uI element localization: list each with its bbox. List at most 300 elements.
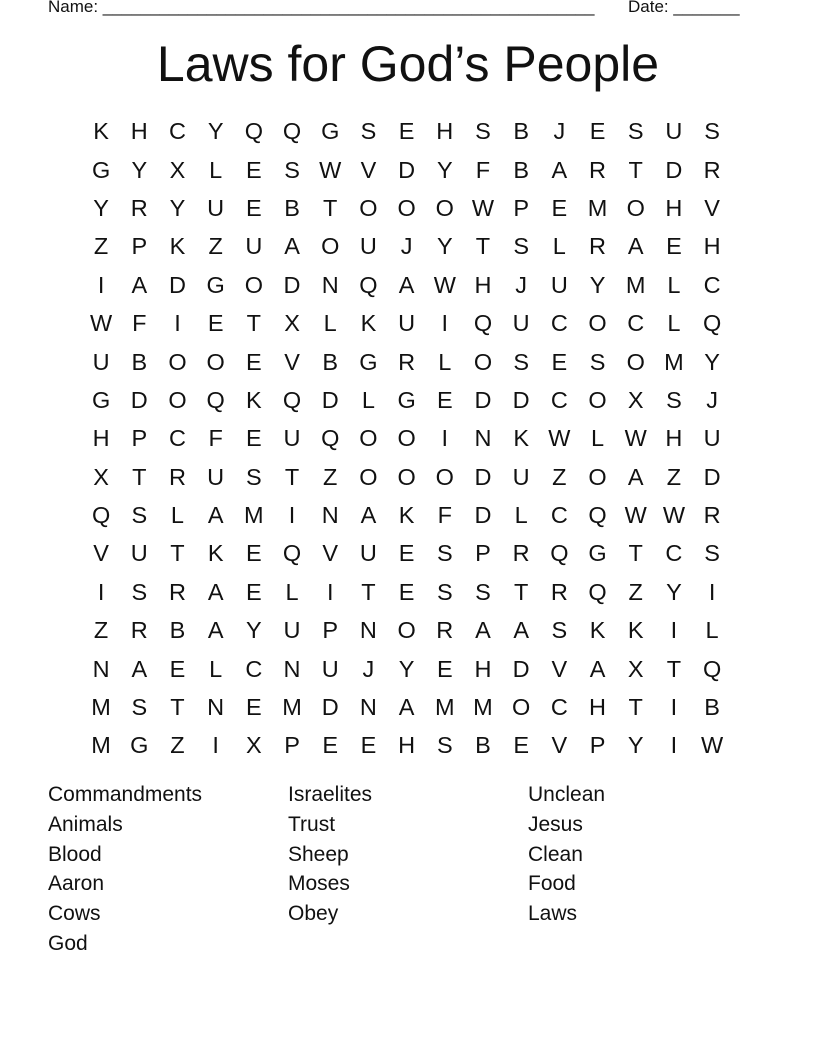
- grid-row: [82, 534, 732, 572]
- grid-cell: H: [436, 118, 454, 145]
- grid-cell: U: [207, 463, 225, 490]
- grid-cell: W: [624, 502, 647, 529]
- grid-cell: R: [550, 578, 568, 605]
- grid-cell: Y: [169, 194, 186, 221]
- grid-cell: N: [283, 655, 301, 682]
- grid-cell: G: [91, 156, 111, 183]
- grid-cell: E: [551, 194, 568, 221]
- grid-row: [82, 419, 732, 457]
- grid-cell: A: [131, 655, 148, 682]
- grid-cell: U: [703, 425, 721, 452]
- grid-cell: T: [628, 540, 643, 567]
- grid-cell: S: [666, 386, 682, 413]
- grid-cell: V: [360, 156, 377, 183]
- grid-cell: R: [589, 156, 607, 183]
- grid-cell: O: [359, 463, 378, 490]
- grid-cell: A: [398, 271, 415, 298]
- grid-row: [82, 573, 732, 611]
- grid-cell: S: [284, 156, 300, 183]
- grid-cell: A: [627, 463, 644, 490]
- word-list-item: Aaron: [48, 872, 105, 896]
- grid-cell: V: [704, 194, 720, 221]
- grid-cell: D: [474, 386, 492, 413]
- grid-cell: T: [628, 694, 643, 721]
- grid-cell: T: [246, 310, 262, 337]
- grid-cell: A: [360, 502, 377, 529]
- grid-cell: F: [208, 425, 223, 452]
- grid-cell: H: [92, 425, 110, 452]
- grid-cell: Q: [282, 118, 302, 145]
- grid-cell: E: [246, 156, 262, 183]
- grid-cell: U: [359, 540, 377, 567]
- grid-cell: K: [398, 502, 415, 529]
- grid-cell: D: [512, 386, 530, 413]
- grid-cell: S: [436, 732, 453, 759]
- grid-cell: P: [131, 233, 148, 260]
- grid-row: [82, 342, 732, 380]
- grid-cell: K: [246, 386, 262, 413]
- grid-cell: X: [93, 463, 109, 490]
- grid-cell: H: [130, 118, 148, 145]
- grid-cell: E: [551, 348, 568, 375]
- header: [48, 0, 748, 19]
- grid-cell: N: [207, 694, 225, 721]
- grid-cell: W: [433, 271, 456, 298]
- grid-cell: A: [284, 233, 300, 260]
- grid-cell: P: [475, 540, 491, 567]
- grid-row: [82, 458, 732, 496]
- grid-cell: C: [550, 502, 568, 529]
- grid-cell: C: [665, 540, 683, 567]
- grid-cell: J: [706, 386, 718, 413]
- grid-cell: S: [246, 463, 262, 490]
- grid-cell: R: [168, 463, 186, 490]
- grid-cell: M: [434, 694, 455, 721]
- grid-cell: G: [359, 348, 378, 375]
- grid-cell: L: [514, 502, 528, 529]
- grid-cell: G: [397, 386, 416, 413]
- grid-cell: K: [207, 540, 224, 567]
- grid-cell: R: [703, 156, 721, 183]
- grid-cell: Y: [666, 578, 682, 605]
- grid-cell: E: [246, 540, 262, 567]
- grid-cell: Y: [436, 156, 453, 183]
- grid-cell: S: [704, 118, 720, 145]
- grid-cell: T: [475, 233, 491, 260]
- grid-cell: Q: [588, 502, 607, 529]
- word-list-item: Blood: [48, 842, 102, 866]
- grid-cell: T: [361, 578, 376, 605]
- grid-cell: G: [130, 732, 149, 759]
- grid-cell: O: [473, 348, 493, 375]
- grid-cell: C: [627, 310, 645, 337]
- grid-cell: J: [400, 233, 413, 260]
- grid-cell: U: [512, 310, 530, 337]
- grid-cell: I: [212, 732, 219, 759]
- grid-cell: E: [666, 233, 682, 260]
- grid-cell: P: [513, 194, 529, 221]
- grid-cell: R: [512, 540, 530, 567]
- grid-cell: O: [397, 463, 416, 490]
- grid-cell: P: [322, 617, 339, 644]
- grid-cell: I: [97, 271, 105, 298]
- grid-cell: A: [627, 233, 644, 260]
- grid-cell: D: [703, 463, 721, 490]
- grid-cell: U: [92, 348, 110, 375]
- grid-cell: L: [209, 156, 223, 183]
- grid-cell: O: [244, 271, 263, 298]
- grid-cell: E: [169, 655, 186, 682]
- grid-cell: D: [283, 271, 301, 298]
- grid-cell: O: [397, 194, 416, 221]
- word-list-item: Obey: [288, 902, 339, 926]
- grid-cell: B: [704, 694, 720, 721]
- grid-cell: Q: [244, 118, 263, 145]
- grid-cell: O: [626, 348, 645, 375]
- grid-cell: H: [665, 425, 683, 452]
- grid-cell: C: [550, 386, 568, 413]
- grid-cell: S: [131, 694, 148, 721]
- grid-cell: K: [513, 425, 529, 452]
- grid-cell: U: [207, 194, 225, 221]
- grid-cell: E: [398, 118, 415, 145]
- grid-cell: Q: [321, 425, 340, 452]
- grid-cell: H: [589, 694, 607, 721]
- grid-cell: O: [435, 194, 454, 221]
- grid-cell: L: [209, 655, 223, 682]
- grid-cell: G: [321, 118, 340, 145]
- word-list-item: Food: [528, 872, 576, 896]
- grid-cell: S: [436, 540, 453, 567]
- grid-cell: Q: [702, 310, 722, 337]
- grid-cell: O: [359, 194, 378, 221]
- grid-cell: B: [513, 156, 529, 183]
- grid-cell: S: [551, 617, 568, 644]
- grid-cell: V: [93, 540, 109, 567]
- grid-cell: D: [474, 502, 492, 529]
- grid-cell: O: [397, 617, 416, 644]
- grid-cell: G: [588, 540, 607, 567]
- grid-cell: O: [206, 348, 225, 375]
- grid-cell: O: [168, 386, 187, 413]
- grid-cell: U: [283, 617, 301, 644]
- grid-cell: E: [360, 732, 377, 759]
- grid-cell: V: [322, 540, 339, 567]
- grid-cell: A: [551, 156, 568, 183]
- grid-cell: Q: [550, 540, 569, 567]
- word-list-item: God: [48, 931, 88, 955]
- grid-cell: Y: [704, 348, 720, 375]
- grid-cell: T: [132, 463, 147, 490]
- grid-cell: W: [624, 425, 647, 452]
- grid-cell: B: [475, 732, 491, 759]
- grid-row: [82, 150, 732, 188]
- grid-cell: S: [589, 348, 606, 375]
- letter-grid: [82, 112, 732, 765]
- grid-row: [82, 304, 732, 342]
- grid-cell: E: [246, 578, 262, 605]
- grid-cell: Q: [588, 578, 607, 605]
- grid-cell: M: [91, 694, 111, 721]
- grid-cell: L: [705, 617, 719, 644]
- grid-cell: N: [359, 694, 377, 721]
- grid-cell: I: [174, 310, 181, 337]
- grid-row: [82, 381, 732, 419]
- grid-cell: Y: [398, 655, 415, 682]
- word-column: [288, 780, 528, 929]
- grid-row: [82, 189, 732, 227]
- grid-cell: T: [284, 463, 300, 490]
- grid-cell: X: [627, 655, 644, 682]
- grid-cell: A: [207, 578, 224, 605]
- grid-cell: O: [588, 310, 607, 337]
- grid-cell: T: [170, 694, 185, 721]
- grid-cell: T: [513, 578, 529, 605]
- grid-cell: O: [588, 463, 607, 490]
- grid-cell: C: [703, 271, 721, 298]
- grid-cell: E: [436, 655, 453, 682]
- grid-cell: E: [246, 194, 262, 221]
- grid-cell: J: [553, 118, 566, 145]
- grid-cell: M: [244, 502, 264, 529]
- word-list-item: Sheep: [288, 842, 349, 866]
- grid-cell: D: [512, 655, 530, 682]
- grid-cell: Z: [552, 463, 567, 490]
- grid-cell: M: [91, 732, 111, 759]
- grid-cell: I: [441, 310, 449, 337]
- grid-cell: S: [131, 502, 148, 529]
- grid-cell: B: [513, 118, 529, 145]
- grid-cell: O: [321, 233, 340, 260]
- grid-cell: P: [284, 732, 300, 759]
- grid-cell: L: [361, 386, 375, 413]
- grid-cell: I: [288, 502, 296, 529]
- grid-cell: Z: [93, 233, 109, 260]
- grid-cell: V: [551, 655, 568, 682]
- grid-cell: E: [207, 310, 224, 337]
- grid-cell: O: [512, 694, 531, 721]
- grid-cell: B: [322, 348, 339, 375]
- grid-cell: A: [398, 694, 415, 721]
- grid-cell: Y: [627, 732, 644, 759]
- grid-cell: X: [169, 156, 186, 183]
- grid-cell: T: [628, 156, 643, 183]
- grid-cell: I: [670, 694, 678, 721]
- word-list-item: Israelites: [288, 783, 373, 806]
- grid-cell: B: [131, 348, 148, 375]
- grid-cell: O: [588, 386, 607, 413]
- grid-cell: L: [438, 348, 452, 375]
- grid-cell: C: [168, 118, 186, 145]
- grid-row: [82, 726, 732, 764]
- grid-cell: O: [359, 425, 378, 452]
- grid-cell: S: [131, 578, 148, 605]
- grid-cell: D: [474, 463, 492, 490]
- grid-cell: Q: [282, 540, 302, 567]
- grid-cell: U: [321, 655, 339, 682]
- grid-cell: L: [170, 502, 184, 529]
- grid-cell: H: [665, 194, 683, 221]
- date-field-label: Date: _______: [628, 0, 740, 16]
- grid-cell: O: [435, 463, 454, 490]
- word-list-item: Cows: [48, 902, 101, 926]
- grid-cell: E: [398, 540, 415, 567]
- grid-cell: V: [551, 732, 568, 759]
- grid-cell: L: [667, 310, 681, 337]
- grid-cell: S: [513, 233, 529, 260]
- grid-cell: K: [360, 310, 377, 337]
- grid-cell: U: [359, 233, 377, 260]
- grid-cell: L: [323, 310, 337, 337]
- grid-cell: L: [552, 233, 566, 260]
- grid-cell: B: [169, 617, 186, 644]
- grid-cell: Q: [702, 655, 722, 682]
- grid-cell: X: [284, 310, 300, 337]
- grid-cell: L: [667, 271, 681, 298]
- grid-cell: H: [474, 271, 492, 298]
- grid-cell: C: [245, 655, 263, 682]
- grid-cell: D: [665, 156, 683, 183]
- grid-cell: M: [625, 271, 646, 298]
- grid-cell: V: [284, 348, 300, 375]
- word-list-item: Animals: [48, 812, 123, 836]
- grid-cell: T: [170, 540, 185, 567]
- grid-cell: M: [282, 694, 302, 721]
- grid-cell: S: [704, 540, 720, 567]
- grid-cell: U: [283, 425, 301, 452]
- grid-cell: R: [703, 502, 721, 529]
- grid-cell: R: [436, 617, 454, 644]
- grid-cell: Y: [436, 233, 453, 260]
- grid-cell: W: [701, 732, 724, 759]
- grid-cell: E: [398, 578, 415, 605]
- grid-cell: A: [131, 271, 148, 298]
- grid-cell: W: [548, 425, 571, 452]
- grid-cell: Z: [628, 578, 643, 605]
- grid-cell: Y: [131, 156, 148, 183]
- grid-cell: I: [670, 617, 678, 644]
- grid-cell: E: [246, 425, 262, 452]
- grid-row: [82, 688, 732, 726]
- grid-cell: E: [322, 732, 339, 759]
- grid-cell: U: [550, 271, 568, 298]
- word-column: [528, 780, 768, 929]
- grid-cell: S: [627, 118, 644, 145]
- grid-cell: A: [513, 617, 529, 644]
- grid-cell: Q: [206, 386, 225, 413]
- grid-cell: Q: [91, 502, 111, 529]
- grid-row: [82, 227, 732, 265]
- grid-cell: D: [130, 386, 148, 413]
- grid-cell: D: [398, 156, 416, 183]
- grid-cell: E: [246, 348, 262, 375]
- grid-cell: K: [627, 617, 644, 644]
- grid-cell: M: [664, 348, 684, 375]
- grid-cell: W: [90, 310, 113, 337]
- grid-cell: Z: [666, 463, 682, 490]
- grid-cell: H: [474, 655, 492, 682]
- grid-cell: M: [587, 194, 608, 221]
- grid-cell: I: [670, 732, 678, 759]
- grid-cell: O: [626, 194, 645, 221]
- grid-cell: Y: [246, 617, 262, 644]
- grid-cell: B: [284, 194, 300, 221]
- grid-cell: C: [168, 425, 186, 452]
- grid-cell: R: [168, 578, 186, 605]
- grid-cell: X: [246, 732, 262, 759]
- word-list-item: Laws: [528, 902, 578, 926]
- word-list-item: Commandments: [48, 783, 203, 806]
- grid-cell: S: [360, 118, 377, 145]
- grid-cell: N: [359, 617, 377, 644]
- grid-cell: W: [662, 502, 685, 529]
- word-list-item: Clean: [528, 842, 583, 866]
- grid-cell: K: [93, 118, 109, 145]
- grid-cell: K: [169, 233, 186, 260]
- word-list-item: Moses: [288, 872, 350, 896]
- grid-cell: T: [323, 194, 338, 221]
- grid-cell: N: [92, 655, 110, 682]
- grid-cell: I: [441, 425, 449, 452]
- grid-cell: C: [550, 694, 568, 721]
- grid-cell: O: [168, 348, 187, 375]
- grid-cell: S: [513, 348, 529, 375]
- grid-cell: H: [703, 233, 721, 260]
- grid-cell: I: [326, 578, 334, 605]
- grid-row: [82, 266, 732, 304]
- grid-row: [82, 112, 732, 150]
- grid-cell: F: [132, 310, 147, 337]
- grid-cell: H: [398, 732, 416, 759]
- grid-cell: I: [708, 578, 716, 605]
- grid-cell: I: [97, 578, 105, 605]
- grid-cell: E: [513, 732, 529, 759]
- grid-cell: L: [285, 578, 299, 605]
- grid-cell: W: [471, 194, 495, 221]
- grid-cell: J: [362, 655, 375, 682]
- grid-cell: S: [475, 578, 491, 605]
- grid-cell: Q: [282, 386, 302, 413]
- name-field-label: Name: ____________________________________________________: [48, 0, 595, 16]
- grid-cell: Q: [473, 310, 493, 337]
- grid-cell: R: [398, 348, 416, 375]
- grid-cell: K: [589, 617, 606, 644]
- grid-cell: Y: [207, 118, 224, 145]
- grid-cell: E: [436, 386, 453, 413]
- grid-cell: D: [168, 271, 186, 298]
- grid-row: [82, 649, 732, 687]
- grid-cell: E: [246, 694, 262, 721]
- grid-cell: R: [130, 617, 148, 644]
- grid-row: [82, 496, 732, 534]
- grid-cell: R: [589, 233, 607, 260]
- page-title: Laws for God’s People: [156, 36, 660, 92]
- grid-cell: L: [590, 425, 605, 452]
- grid-cell: N: [321, 502, 339, 529]
- grid-cell: M: [473, 694, 493, 721]
- grid-cell: U: [245, 233, 263, 260]
- grid-cell: U: [665, 118, 683, 145]
- grid-cell: J: [515, 271, 528, 298]
- word-list-item: Unclean: [528, 783, 606, 806]
- grid-row: [82, 611, 732, 649]
- word-list-item: Trust: [288, 812, 336, 836]
- grid-cell: F: [475, 156, 491, 183]
- grid-cell: P: [589, 732, 606, 759]
- grid-cell: T: [666, 655, 682, 682]
- grid-cell: A: [207, 502, 224, 529]
- grid-cell: F: [437, 502, 452, 529]
